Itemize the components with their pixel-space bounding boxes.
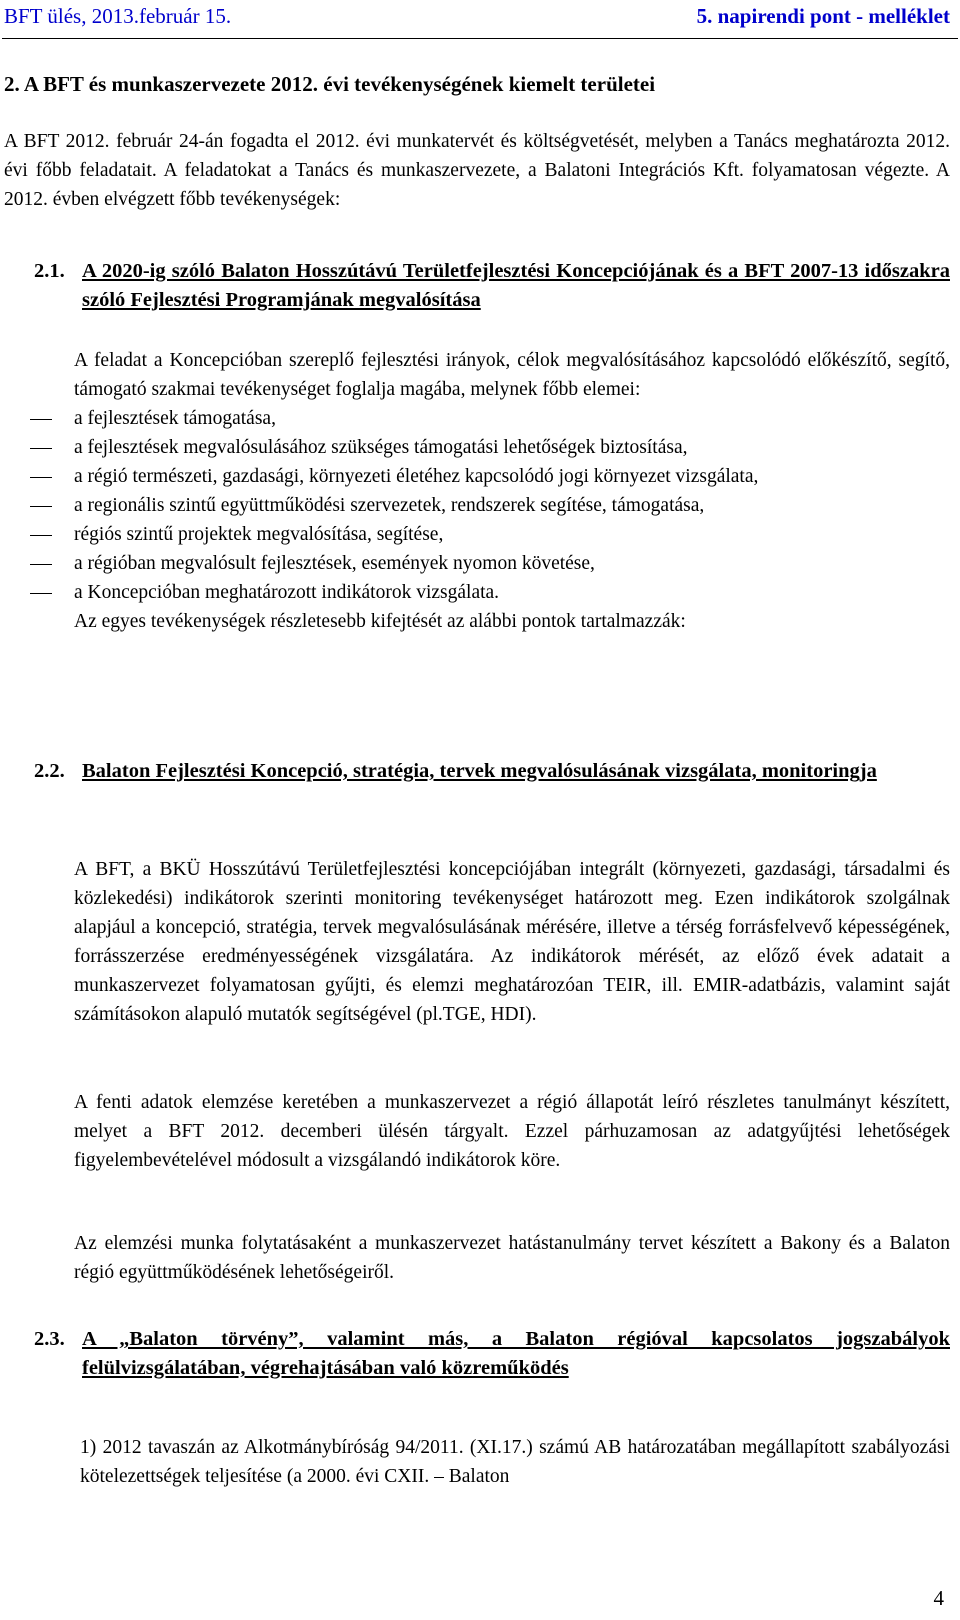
section-2-2-paragraph-2: A fenti adatok elemzése keretében a munkaszervezet a régió állapotát leíró részletes tanulmányt készített, melyet a BFT 2012. decemberi ülésén tárgyalt. Ezzel párhuzamosan az adatgyűjtési lehetőségek figyelembevételével módosult a vizsgálandó indikátorok köre.: [74, 1092, 950, 1171]
header-rule: [2, 38, 958, 39]
section-number: 2.1.: [34, 260, 65, 282]
main-title: 2. A BFT és munkaszervezete 2012. évi tevékenységének kiemelt területei: [4, 72, 656, 96]
list-item: a fejlesztések támogatása,: [0, 404, 950, 433]
section-2-2-heading: [0, 757, 960, 786]
section-2-1-heading: [0, 257, 960, 315]
dash-bullet: [0, 578, 70, 607]
dash-bullet: [0, 462, 70, 491]
list-item: a Koncepcióban meghatározott indikátorok vizsgálata.: [0, 578, 950, 607]
section-2-2-paragraph-3: Az elemzési munka folytatásaként a munkaszervezet hatástanulmány tervet készített a Bakony és a Balaton régió együttműködésének lehetőségeiről.: [74, 1233, 950, 1283]
section-2-1-body: [0, 346, 960, 636]
section-title: A 2020-ig szóló Balaton Hosszútávú Területfejlesztési Koncepciójának és a BFT 2007-13 időszakra szóló Fejlesztési Programjának megvalósítása: [82, 260, 950, 311]
page-header: [0, 0, 960, 50]
section-2-3-heading: [0, 1325, 960, 1383]
activity-list: [0, 404, 950, 607]
list-item: régiós szintű projektek megvalósítása, segítése,: [0, 520, 950, 549]
section-title: A „Balaton törvény”, valamint más, a Balaton régióval kapcsolatos jogszabályok felülvizsgálatában, végrehajtásában való közreműködés: [82, 1328, 950, 1379]
header-meeting-info: BFT ülés, 2013.február 15.: [4, 4, 232, 28]
dash-bullet: [0, 433, 70, 462]
intro-paragraph: A BFT 2012. február 24-án fogadta el 2012. évi munkatervét és költségvetését, melyben a Tanács meghatározta 2012. évi főbb feladatait. A feladatokat a Tanács és munkaszervezete, a Balatoni Integrációs Kft. folyamatosan végezte. A 2012. évben elvégzett főbb tevékenységek:: [4, 131, 950, 210]
section-2-1-closing: Az egyes tevékenységek részletesebb kifejtését az alábbi pontok tartalmazzák:: [74, 611, 686, 632]
list-item: a regionális szintű együttműködési szervezetek, rendszerek segítése, támogatása,: [0, 491, 950, 520]
list-item: a régió természeti, gazdasági, környezeti életéhez kapcsolódó jogi környezet vizsgálata,: [0, 462, 950, 491]
section-number: 2.2.: [34, 760, 65, 782]
header-agenda-ref: 5. napirendi pont - melléklet: [696, 4, 950, 28]
section-2-1-paragraph: A feladat a Koncepcióban szereplő fejlesztési irányok, célok megvalósításához kapcsolódó előkészítő, segítő, támogató szakmai tevékenységet foglalja magába, melynek főbb elemei:: [74, 350, 950, 400]
dash-bullet: [0, 549, 70, 578]
section-2-3-paragraph-1: 1) 2012 tavaszán az Alkotmánybíróság 94/2011. (XI.17.) számú AB határozatában megállapított szabályozási kötelezettségek teljesítése (a 2000. évi CXII. – Balaton: [80, 1437, 950, 1487]
list-item: a fejlesztések megvalósulásához szükséges támogatási lehetőségek biztosítása,: [0, 433, 950, 462]
dash-bullet: [0, 520, 70, 549]
section-title: Balaton Fejlesztési Koncepció, stratégia, tervek megvalósulásának vizsgálata, monitoringja: [82, 760, 877, 782]
list-item: a régióban megvalósult fejlesztések, események nyomon követése,: [0, 549, 950, 578]
dash-bullet: [0, 404, 70, 433]
page-number: 4: [933, 1586, 944, 1610]
section-2-2-paragraph-1: A BFT, a BKÜ Hosszútávú Területfejlesztési koncepciójában integrált (környezeti, gazdasági, társadalmi és közlekedési) indikátorok szerinti monitoring tevékenységet határozott meg. Ezen indikátorok szolgálnak alapjául a koncepció, stratégia, tervek megvalósulásának mérésére, illetve a térség forrásfelvevő képességének, forrásszerzése eredményességének vizsgálatára. Az indikátorok mérését, az előző évek adatait a munkaszervezet folyamatosan gyűjti, és elemzi meghatározóan TEIR, ill. EMIR-adatbázis, valamint saját számításokon alapuló mutatók segítségével (pl.TGE, HDI).: [74, 859, 950, 1025]
section-number: 2.3.: [34, 1328, 65, 1350]
dash-bullet: [0, 491, 70, 520]
